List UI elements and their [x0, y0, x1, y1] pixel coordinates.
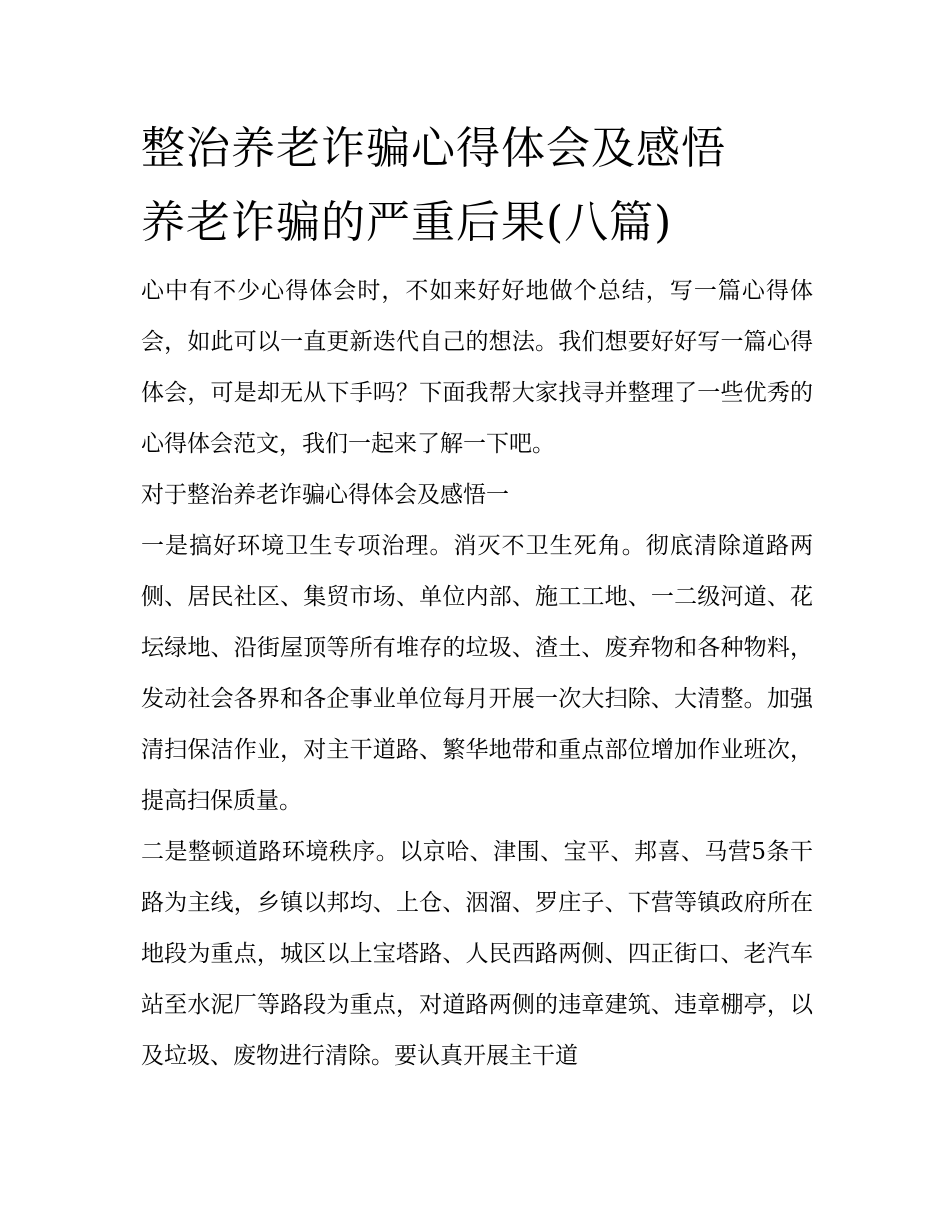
body-paragraph-2: 二是整顿道路环境秩序。以京哈、津围、宝平、邦喜、马营5条干路为主线，乡镇以邦均、上仓、洇溜、罗庄子、下营等镇政府所在地段为重点，城区以上宝塔路、人民西路两侧、四正街口、老汽车站至水泥厂等路段为重点，对道路两侧的违章建筑、违章棚亭，以及垃圾、废物进行清除。要认真开展主干道	[141, 839, 813, 1069]
document-title	[141, 112, 813, 260]
body-paragraph-1: 一是搞好环境卫生专项治理。消灭不卫生死角。彻底清除道路两侧、居民社区、集贸市场、单位内部、施工工地、一二级河道、花坛绿地、沿街屋顶等所有堆存的垃圾、渣土、废弃物和各种物料，发动社会各界和各企事业单位每月开展一次大扫除、大清整。加强清扫保洁作业，对主干道路、繁华地带和重点部位增加作业班次，提高扫保质量。	[141, 533, 813, 814]
document-body	[141, 266, 813, 1082]
title-line-1: 整治养老诈骗心得体会及感悟	[141, 123, 726, 174]
title-line-2: 养老诈骗的严重后果(八篇)	[141, 197, 673, 248]
section-heading: 对于整治养老诈骗心得体会及感悟一	[141, 482, 509, 508]
document-content	[141, 112, 813, 1082]
intro-paragraph: 心中有不少心得体会时，不如来好好地做个总结，写一篇心得体会，如此可以一直更新迭代自己的想法。我们想要好好写一篇心得体会，可是却无从下手吗？下面我帮大家找寻并整理了一些优秀的心得体会范文，我们一起来了解一下吧。	[141, 278, 813, 457]
